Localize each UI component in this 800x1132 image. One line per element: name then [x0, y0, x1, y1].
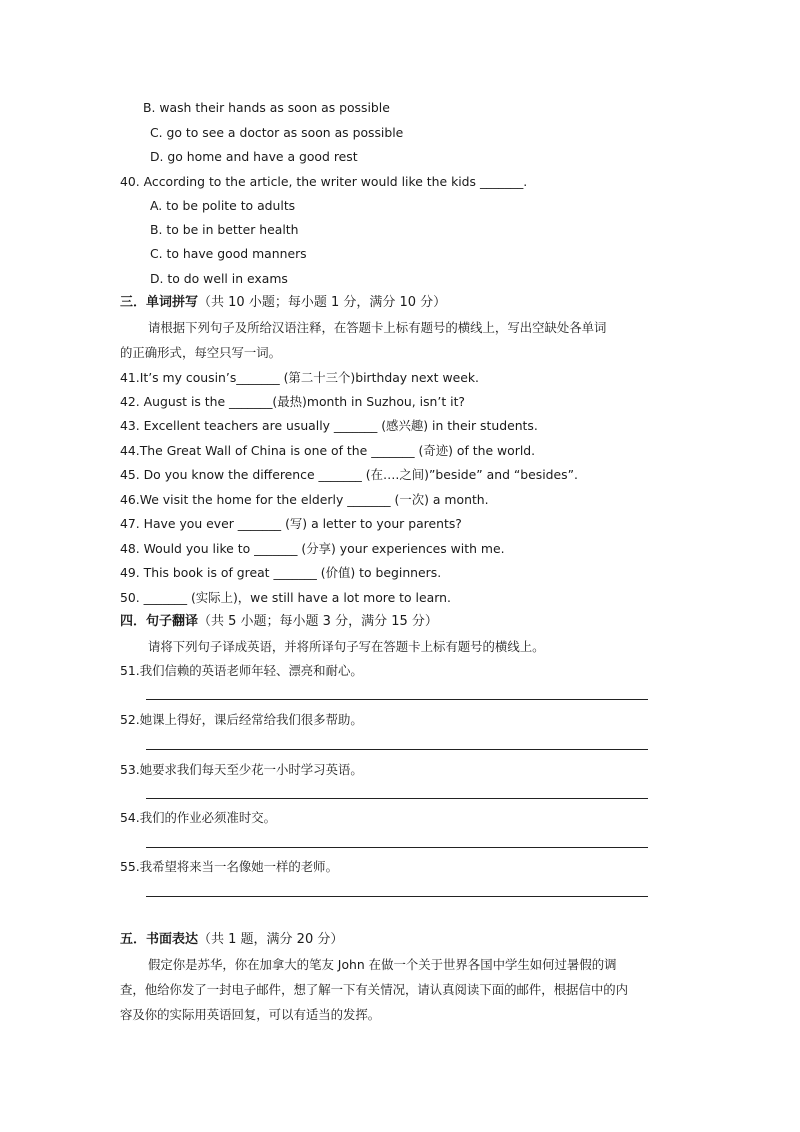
- section5-heading: 五．书面表达: [120, 932, 199, 947]
- q42: 42. August is the _______(最热)month in Suzhou, isn’t it?: [120, 394, 466, 409]
- section5-header: [120, 932, 343, 948]
- section3-header: [120, 295, 446, 311]
- q51: 51.我们信赖的英语老师年轻、漂亮和耐心。: [120, 663, 363, 678]
- section3-instruction-1: 请根据下列句子及所给汉语注释，在答题卡上标有题号的横线上，写出空缺处各单词: [148, 320, 607, 335]
- section3-instruction-2: 的正确形式，每空只写一词。: [120, 345, 282, 360]
- q51-answer-line: [146, 699, 648, 700]
- section4-instruction: 请将下列句子译成英语，并将所译句子写在答题卡上标有题号的横线上。: [148, 639, 545, 654]
- q48: 48. Would you like to _______ (分享) your experiences with me.: [120, 541, 505, 556]
- q50: 50. _______ (实际上)，we still have a lot more to learn.: [120, 590, 451, 605]
- section5-paragraph-line-3: 容及你的实际用英语回复，可以有适当的发挥。: [120, 1007, 381, 1022]
- q52-answer-line: [146, 749, 648, 750]
- section5-paragraph-line-1: 假定你是苏华，你在加拿大的笔友 John 在做一个关于世界各国中学生如何过暑假的调: [148, 957, 617, 972]
- q40-stem: 40. According to the article, the writer would like the kids _______.: [120, 174, 528, 189]
- q39-option-c: C. go to see a doctor as soon as possible: [150, 125, 404, 140]
- q41: 41.It’s my cousin’s_______ (第二十三个)birthday next week.: [120, 370, 479, 385]
- q39-option-d: D. go home and have a good rest: [150, 149, 358, 164]
- q55-answer-line: [146, 896, 648, 897]
- q54: 54.我们的作业必须准时交。: [120, 810, 277, 825]
- q40-option-d: D. to do well in exams: [150, 271, 288, 286]
- q40-option-c: C. to have good manners: [150, 246, 307, 261]
- section4-header: [120, 614, 438, 630]
- q39-option-b: B. wash their hands as soon as possible: [143, 100, 390, 115]
- section5-note: （共 1 题，满分 20 分）: [198, 932, 344, 947]
- q40-option-b: B. to be in better health: [150, 222, 299, 237]
- section3-heading: 三．单词拼写: [120, 295, 199, 310]
- section4-heading: 四．句子翻译: [120, 614, 199, 629]
- section5-paragraph-line-2: 查，他给你发了一封电子邮件，想了解一下有关情况，请认真阅读下面的邮件，根据信中的内: [120, 982, 629, 997]
- q46: 46.We visit the home for the elderly _______ (一次) a month.: [120, 492, 489, 507]
- q43: 43. Excellent teachers are usually _______ (感兴趣) in their students.: [120, 418, 538, 433]
- section4-note: （共 5 小题；每小题 3 分，满分 15 分）: [198, 614, 438, 629]
- q40-option-a: A. to be polite to adults: [150, 198, 296, 213]
- q53: 53.她要求我们每天至少花一小时学习英语。: [120, 762, 363, 777]
- q55: 55.我希望将来当一名像她一样的老师。: [120, 859, 338, 874]
- q54-answer-line: [146, 847, 648, 848]
- q53-answer-line: [146, 798, 648, 799]
- q44: 44.The Great Wall of China is one of the _______ (奇迹) of the world.: [120, 443, 536, 458]
- q45: 45. Do you know the difference _______ (在….之间)”beside” and “besides”.: [120, 467, 578, 482]
- q49: 49. This book is of great _______ (价值) to beginners.: [120, 565, 442, 580]
- q52: 52.她课上得好，课后经常给我们很多帮助。: [120, 712, 363, 727]
- section3-note: （共 10 小题；每小题 1 分，满分 10 分）: [198, 295, 447, 310]
- q47: 47. Have you ever _______ (写) a letter to your parents?: [120, 516, 462, 531]
